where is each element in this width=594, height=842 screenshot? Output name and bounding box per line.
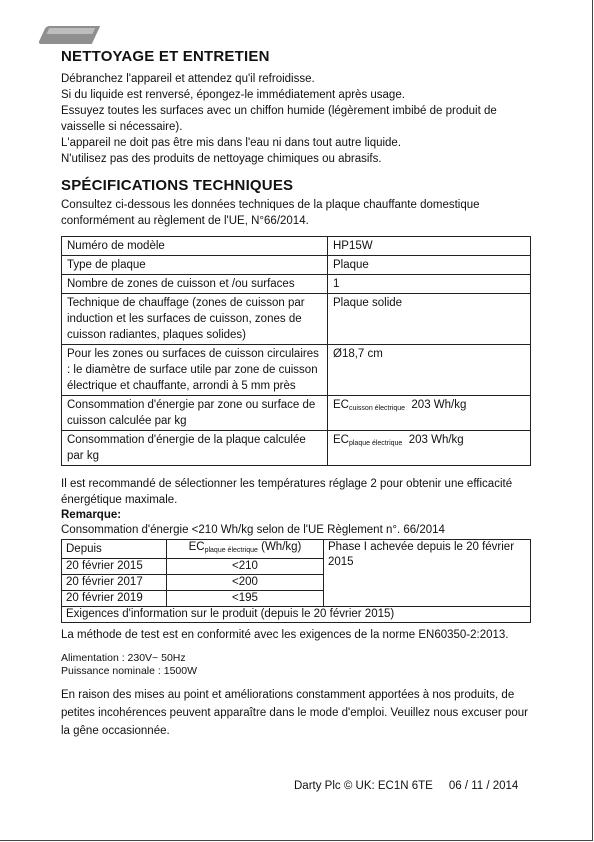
spec-label: Type de plaque: [62, 256, 328, 275]
ec-symbol: EC: [188, 541, 205, 553]
ec-value: 203 Wh/kg: [408, 434, 464, 446]
power-nominal: Puissance nominale : 1500W: [61, 665, 197, 677]
table-row: [62, 256, 531, 275]
cleaning-line: N'utilisez pas des produits de nettoyage chimiques ou abrasifs.: [61, 153, 382, 165]
table-row: [62, 237, 531, 256]
remark-text: Consommation d'énergie <210 Wh/kg selon de l'UE Règlement n°. 66/2014: [61, 524, 445, 536]
section-tab-decoration: [38, 26, 100, 44]
closing-note: En raison des mises au point et améliorations constamment apportées à nos produits, de petites incohérences peuvent apparaître dans le mode d'emploi. Veuillez nous excuser pour la gêne occasionnée.: [61, 689, 528, 737]
footer-company: Darty Plc © UK: EC1N 6TE: [294, 780, 433, 792]
spec-label: Consommation d'énergie par zone ou surface de cuisson calculée par kg: [62, 396, 328, 431]
ec-limit: <195: [167, 591, 324, 607]
ec-symbol: EC: [333, 434, 349, 446]
specs-intro: Consultez ci-dessous les données techniques de la plaque chauffante domestique conformément au règlement de l'UE, N°66/2014.: [61, 199, 480, 227]
ec-value: 203 Wh/kg: [411, 399, 467, 411]
spec-label: Numéro de modèle: [62, 237, 328, 256]
table-row: [62, 275, 531, 294]
footer-date: 06 / 11 / 2014: [448, 780, 519, 792]
specs-title: SPÉCIFICATIONS TECHNIQUES: [61, 177, 294, 194]
ec-symbol: EC: [333, 399, 349, 411]
spec-label: Technique de chauffage (zones de cuisson par induction et les surfaces de cuisson, zones de cuisson radiantes, plaques solides): [62, 294, 328, 345]
ec-subscript: cuisson électrique: [348, 405, 406, 412]
cleaning-line: Débranchez l'appareil et attendez qu'il refroidisse.: [61, 73, 315, 85]
recommendation-block: [61, 476, 531, 538]
spec-table: [61, 236, 531, 466]
ec-date: 20 février 2019: [62, 591, 167, 607]
ec-date: 20 février 2015: [62, 559, 167, 575]
spec-value: 1: [328, 275, 531, 294]
ec-header-since: Depuis: [62, 540, 167, 559]
ec-unit: (Wh/kg): [261, 541, 302, 553]
cleaning-line: Si du liquide est renversé, épongez-le immédiatement après usage.: [61, 89, 405, 101]
spec-value: Plaque solide: [328, 294, 531, 345]
table-row: [62, 294, 531, 345]
cleaning-line: L'appareil ne doit pas être mis dans l'eau ni dans tout autre liquide.: [61, 137, 402, 149]
ec-subscript: plaque électrique: [348, 440, 403, 447]
spec-label: Nombre de zones de cuisson et /ou surfaces: [62, 275, 328, 294]
ec-header-value: [167, 540, 324, 559]
spec-value: [328, 431, 531, 466]
table-row: [62, 396, 531, 431]
ec-date: 20 février 2017: [62, 575, 167, 591]
ec-table: [61, 539, 531, 623]
spec-value: HP15W: [328, 237, 531, 256]
ec-footer: Exigences d'information sur le produit (depuis le 20 février 2015): [62, 607, 531, 623]
table-row: [62, 431, 531, 466]
ec-subscript: plaque électrique: [204, 547, 258, 554]
cleaning-line: Essuyez toutes les surfaces avec un chiffon humide (légèrement imbibé de produit de vaisselle si nécessaire).: [61, 105, 497, 133]
spec-label: Pour les zones ou surfaces de cuisson circulaires : le diamètre de surface utile par zone de cuisson électrique et chauffante, arrondi à 5 mm près: [62, 345, 328, 396]
table-row: [62, 540, 531, 559]
remark-title: Remarque:: [61, 509, 122, 521]
page-footer: [294, 780, 518, 792]
spec-value: Ø18,7 cm: [328, 345, 531, 396]
cleaning-instructions: [61, 71, 531, 167]
phase-note: Phase I achevée depuis le 20 février 2015: [324, 540, 531, 607]
document-content: [61, 48, 531, 740]
spec-value: [328, 396, 531, 431]
spec-label: Consommation d'énergie de la plaque calculée par kg: [62, 431, 328, 466]
ec-limit: <210: [167, 559, 324, 575]
cleaning-title: NETTOYAGE ET ENTRETIEN: [61, 48, 270, 65]
power-supply: Alimentation : 230V~ 50Hz: [61, 652, 186, 664]
spec-value: Plaque: [328, 256, 531, 275]
table-row: [62, 345, 531, 396]
ec-limit: <200: [167, 575, 324, 591]
recommendation-text: Il est recommandé de sélectionner les températures réglage 2 pour obtenir une efficacité énergétique maximale.: [61, 478, 513, 506]
table-row: [62, 607, 531, 623]
test-method: La méthode de test est en conformité avec les exigences de la norme EN60350-2:2013.: [61, 629, 509, 641]
